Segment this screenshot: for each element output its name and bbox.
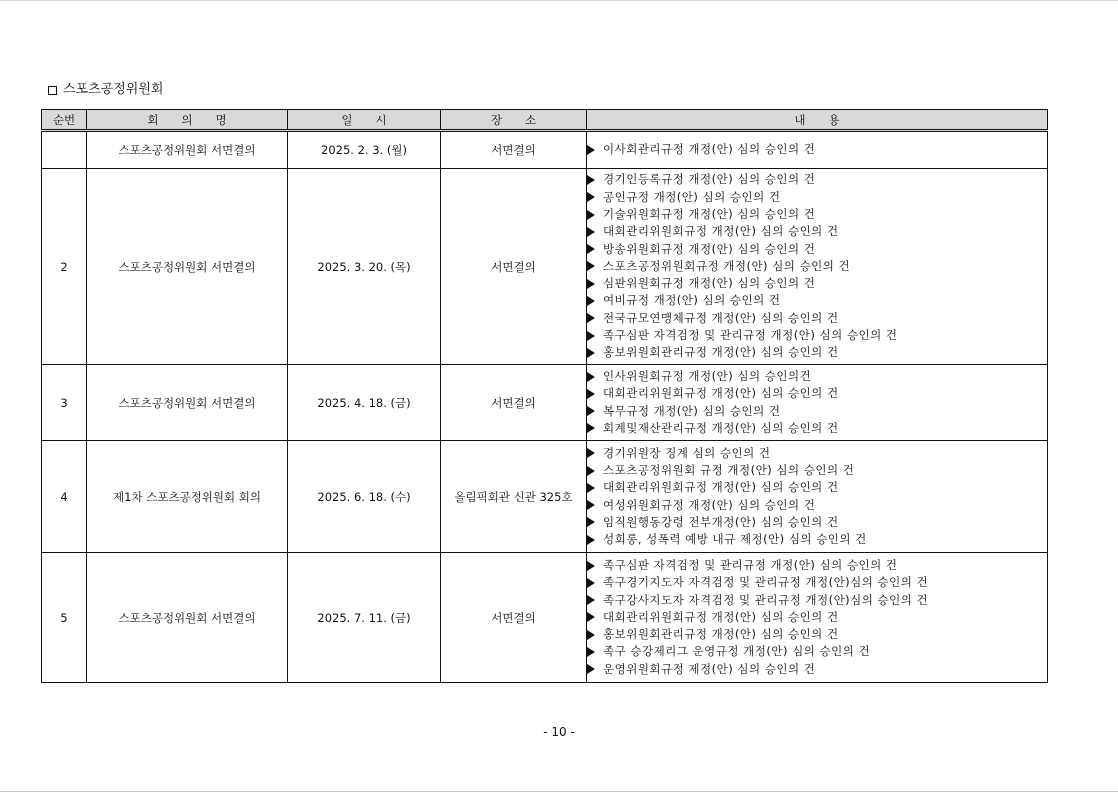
meeting-date: 2025. 4. 18. (금) [288,365,441,441]
header-place: 장 소 [441,110,587,131]
agenda-item-text: 이사회관리규정 개정(안) 심의 승인의 건 [603,142,816,157]
row-number: 4 [42,441,87,553]
agenda-item-text: 경기위원장 징계 심의 승인의 건 [603,445,771,460]
triangle-bullet-icon [587,630,595,640]
triangle-bullet-icon [587,595,595,605]
triangle-bullet-icon [587,423,595,433]
agenda-item [587,609,1047,626]
agenda-item [587,574,1047,591]
agenda-item-text: 족구심판 자격검정 및 관리규정 개정(안) 심의 승인의 건 [603,557,898,572]
agenda-item [587,171,1047,188]
agenda-item-text: 임직원행동강령 전부개정(안) 심의 승인의 건 [603,514,839,529]
agenda-item-text: 인사위원회규정 개정(안) 심의 승인의건 [603,368,812,383]
agenda-item-text: 대회관리위원회규정 개정(안) 심의 승인의 건 [603,609,839,624]
meetings-table [41,109,1048,683]
agenda-item [587,420,1047,437]
triangle-bullet-icon [587,561,595,571]
agenda-item-text: 스포츠공정위원회 규정 개정(안) 심의 승인의 건 [603,462,855,477]
row-number: 5 [42,553,87,683]
agenda-item [587,206,1047,223]
triangle-bullet-icon [587,500,595,510]
table-row [42,169,1048,365]
meeting-content [587,169,1048,365]
triangle-bullet-icon [587,279,595,289]
agenda-item [587,445,1047,462]
triangle-bullet-icon [587,483,595,493]
bottom-divider [0,791,1118,792]
agenda-item-text: 홍보위원회관리규정 개정(안) 심의 승인의 건 [603,345,839,360]
meeting-name: 스포츠공정위원회 서면결의 [87,553,288,683]
meeting-name: 스포츠공정위원회 서면결의 [87,131,288,169]
agenda-item [587,592,1047,609]
agenda-item [587,189,1047,206]
meeting-place: 서면결의 [441,131,587,169]
agenda-item-text: 족구심판 자격검정 및 관리규정 개정(안) 심의 승인의 건 [603,328,898,343]
triangle-bullet-icon [587,647,595,657]
agenda-item [587,368,1047,385]
triangle-bullet-icon [587,313,595,323]
agenda-item [587,292,1047,309]
meeting-content [587,131,1048,169]
triangle-bullet-icon [587,406,595,416]
agenda-item [587,497,1047,514]
agenda-item [587,344,1047,361]
agenda-item-text: 회계및재산관리규정 개정(안) 심의 승인의 건 [603,420,839,435]
row-number: 2 [42,169,87,365]
agenda-item-text: 족구강사지도자 자격검정 및 관리규정 개정(안)심의 승인의 건 [603,592,929,607]
triangle-bullet-icon [587,210,595,220]
meeting-place: 서면결의 [441,169,587,365]
meeting-name: 스포츠공정위원회 서면결의 [87,365,288,441]
agenda-item-text: 여성위원회규정 개정(안) 심의 승인의 건 [603,497,816,512]
agenda-item [587,557,1047,574]
meeting-content [587,553,1048,683]
agenda-item [587,327,1047,344]
section-heading [48,82,163,98]
table-row [42,553,1048,683]
meeting-date: 2025. 7. 11. (금) [288,553,441,683]
triangle-bullet-icon [587,664,595,674]
page-number: - 10 - [543,725,575,739]
agenda-item [587,661,1047,678]
triangle-bullet-icon [587,517,595,527]
agenda-item [587,241,1047,258]
triangle-bullet-icon [587,348,595,358]
row-number: 3 [42,365,87,441]
agenda-item [587,258,1047,275]
checkbox-square-icon [48,86,57,95]
triangle-bullet-icon [587,448,595,458]
triangle-bullet-icon [587,389,595,399]
triangle-bullet-icon [587,192,595,202]
agenda-item-text: 운영위원회규정 제정(안) 심의 승인의 건 [603,661,816,676]
meeting-place: 서면결의 [441,553,587,683]
agenda-item-text: 공인규정 개정(안) 심의 승인의 건 [603,189,781,204]
top-divider [0,0,1118,1]
agenda-item-text: 스포츠공정위원회규정 개정(안) 심의 승인의 건 [603,258,851,273]
agenda-item-text: 대회관리위원회규정 개정(안) 심의 승인의 건 [603,224,839,239]
triangle-bullet-icon [587,175,595,185]
agenda-item [587,626,1047,643]
agenda-item-text: 대회관리위원회규정 개정(안) 심의 승인의 건 [603,480,839,495]
header-date: 일 시 [288,110,441,131]
triangle-bullet-icon [587,466,595,476]
agenda-item [587,462,1047,479]
agenda-item [587,141,1047,158]
triangle-bullet-icon [587,535,595,545]
agenda-item-text: 심판위원회규정 개정(안) 심의 승인의 건 [603,276,816,291]
table-row [42,441,1048,553]
agenda-item-text: 여비규정 개정(안) 심의 승인의 건 [603,293,781,308]
agenda-item-text: 족구 승강제리그 운영규정 개정(안) 심의 승인의 건 [603,644,871,659]
header-name: 회 의 명 [87,110,288,131]
agenda-item-text: 대회관리위원회규정 개정(안) 심의 승인의 건 [603,386,839,401]
table-row [42,365,1048,441]
triangle-bullet-icon [587,145,595,155]
triangle-bullet-icon [587,372,595,382]
agenda-item [587,514,1047,531]
agenda-item-text: 전국규모연맹체규정 개정(안) 심의 승인의 건 [603,310,839,325]
agenda-item [587,479,1047,496]
triangle-bullet-icon [587,261,595,271]
meeting-name: 스포츠공정위원회 서면결의 [87,169,288,365]
triangle-bullet-icon [587,227,595,237]
agenda-item-text: 복무규정 개정(안) 심의 승인의 건 [603,403,781,418]
agenda-item [587,310,1047,327]
agenda-item [587,643,1047,660]
agenda-item [587,403,1047,420]
agenda-item-text: 기술위원회규정 개정(안) 심의 승인의 건 [603,206,816,221]
meeting-content [587,365,1048,441]
agenda-item [587,385,1047,402]
agenda-item-text: 방송위원회규정 개정(안) 심의 승인의 건 [603,241,816,256]
table-row [42,131,1048,169]
meeting-place: 서면결의 [441,365,587,441]
agenda-item-text: 족구경기지도자 자격검정 및 관리규정 개정(안)심의 승인의 건 [603,575,929,590]
meeting-place: 올림픽회관 신관 325호 [441,441,587,553]
meeting-content [587,441,1048,553]
table-header-row [42,110,1048,131]
triangle-bullet-icon [587,331,595,341]
section-title-text: 스포츠공정위원회 [63,82,164,97]
agenda-item-text: 성희롱, 성폭력 예방 내규 제정(안) 심의 승인의 건 [603,532,867,547]
agenda-item-text: 경기인등록규정 개정(안) 심의 승인의 건 [603,172,816,187]
header-content: 내 용 [587,110,1048,131]
header-no: 순번 [42,110,87,131]
agenda-item [587,275,1047,292]
meeting-date: 2025. 2. 3. (월) [288,131,441,169]
agenda-item [587,223,1047,240]
table-body [42,131,1048,683]
meeting-date: 2025. 3. 20. (목) [288,169,441,365]
agenda-item-text: 홍보위원회관리규정 개정(안) 심의 승인의 건 [603,627,839,642]
meeting-date: 2025. 6. 18. (수) [288,441,441,553]
triangle-bullet-icon [587,612,595,622]
triangle-bullet-icon [587,578,595,588]
row-number [42,131,87,169]
agenda-item [587,531,1047,548]
meeting-name: 제1차 스포츠공정위원회 회의 [87,441,288,553]
triangle-bullet-icon [587,296,595,306]
triangle-bullet-icon [587,244,595,254]
